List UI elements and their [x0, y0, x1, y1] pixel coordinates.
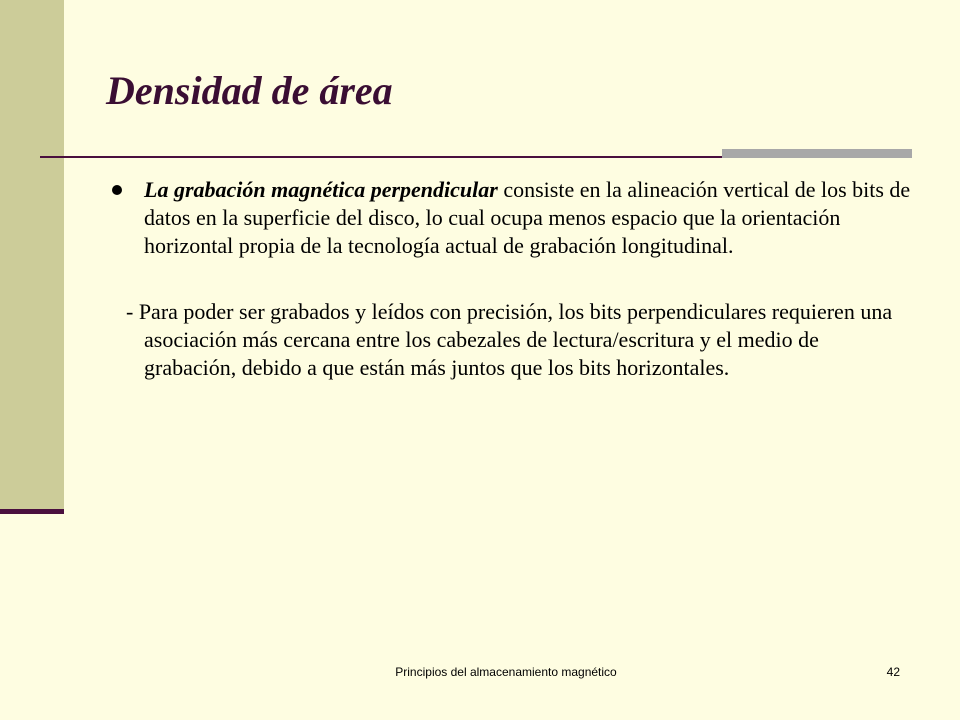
bullet-dot-icon [112, 185, 122, 195]
page-number: 42 [886, 665, 900, 679]
title-rule-gray-block [722, 149, 912, 158]
left-bar-accent-line [0, 509, 64, 514]
slide-title: Densidad de área [106, 68, 393, 113]
footer-title: Principios del almacenamiento magnético [395, 665, 617, 679]
bullet-emphasis-text: La grabación magnética perpendicular [144, 177, 498, 202]
bullet-body-text: consiste en la alineación vertical de los bits de datos en la superficie del disco, lo cual ocupa menos espacio que la orientación horizontal propia de la tecnología actual de grabación longitudinal. [144, 177, 911, 258]
sub-paragraph: - Para poder ser grabados y leídos con precisión, los bits perpendiculares requieren una asociación más cercana entre los cabezales de lectura/escritura y el medio de grabación, debido a que están más juntos que los bits horizontales. [126, 299, 893, 380]
slide-body [106, 176, 912, 382]
bullet-item [106, 176, 912, 260]
left-decorative-bar [0, 0, 64, 510]
